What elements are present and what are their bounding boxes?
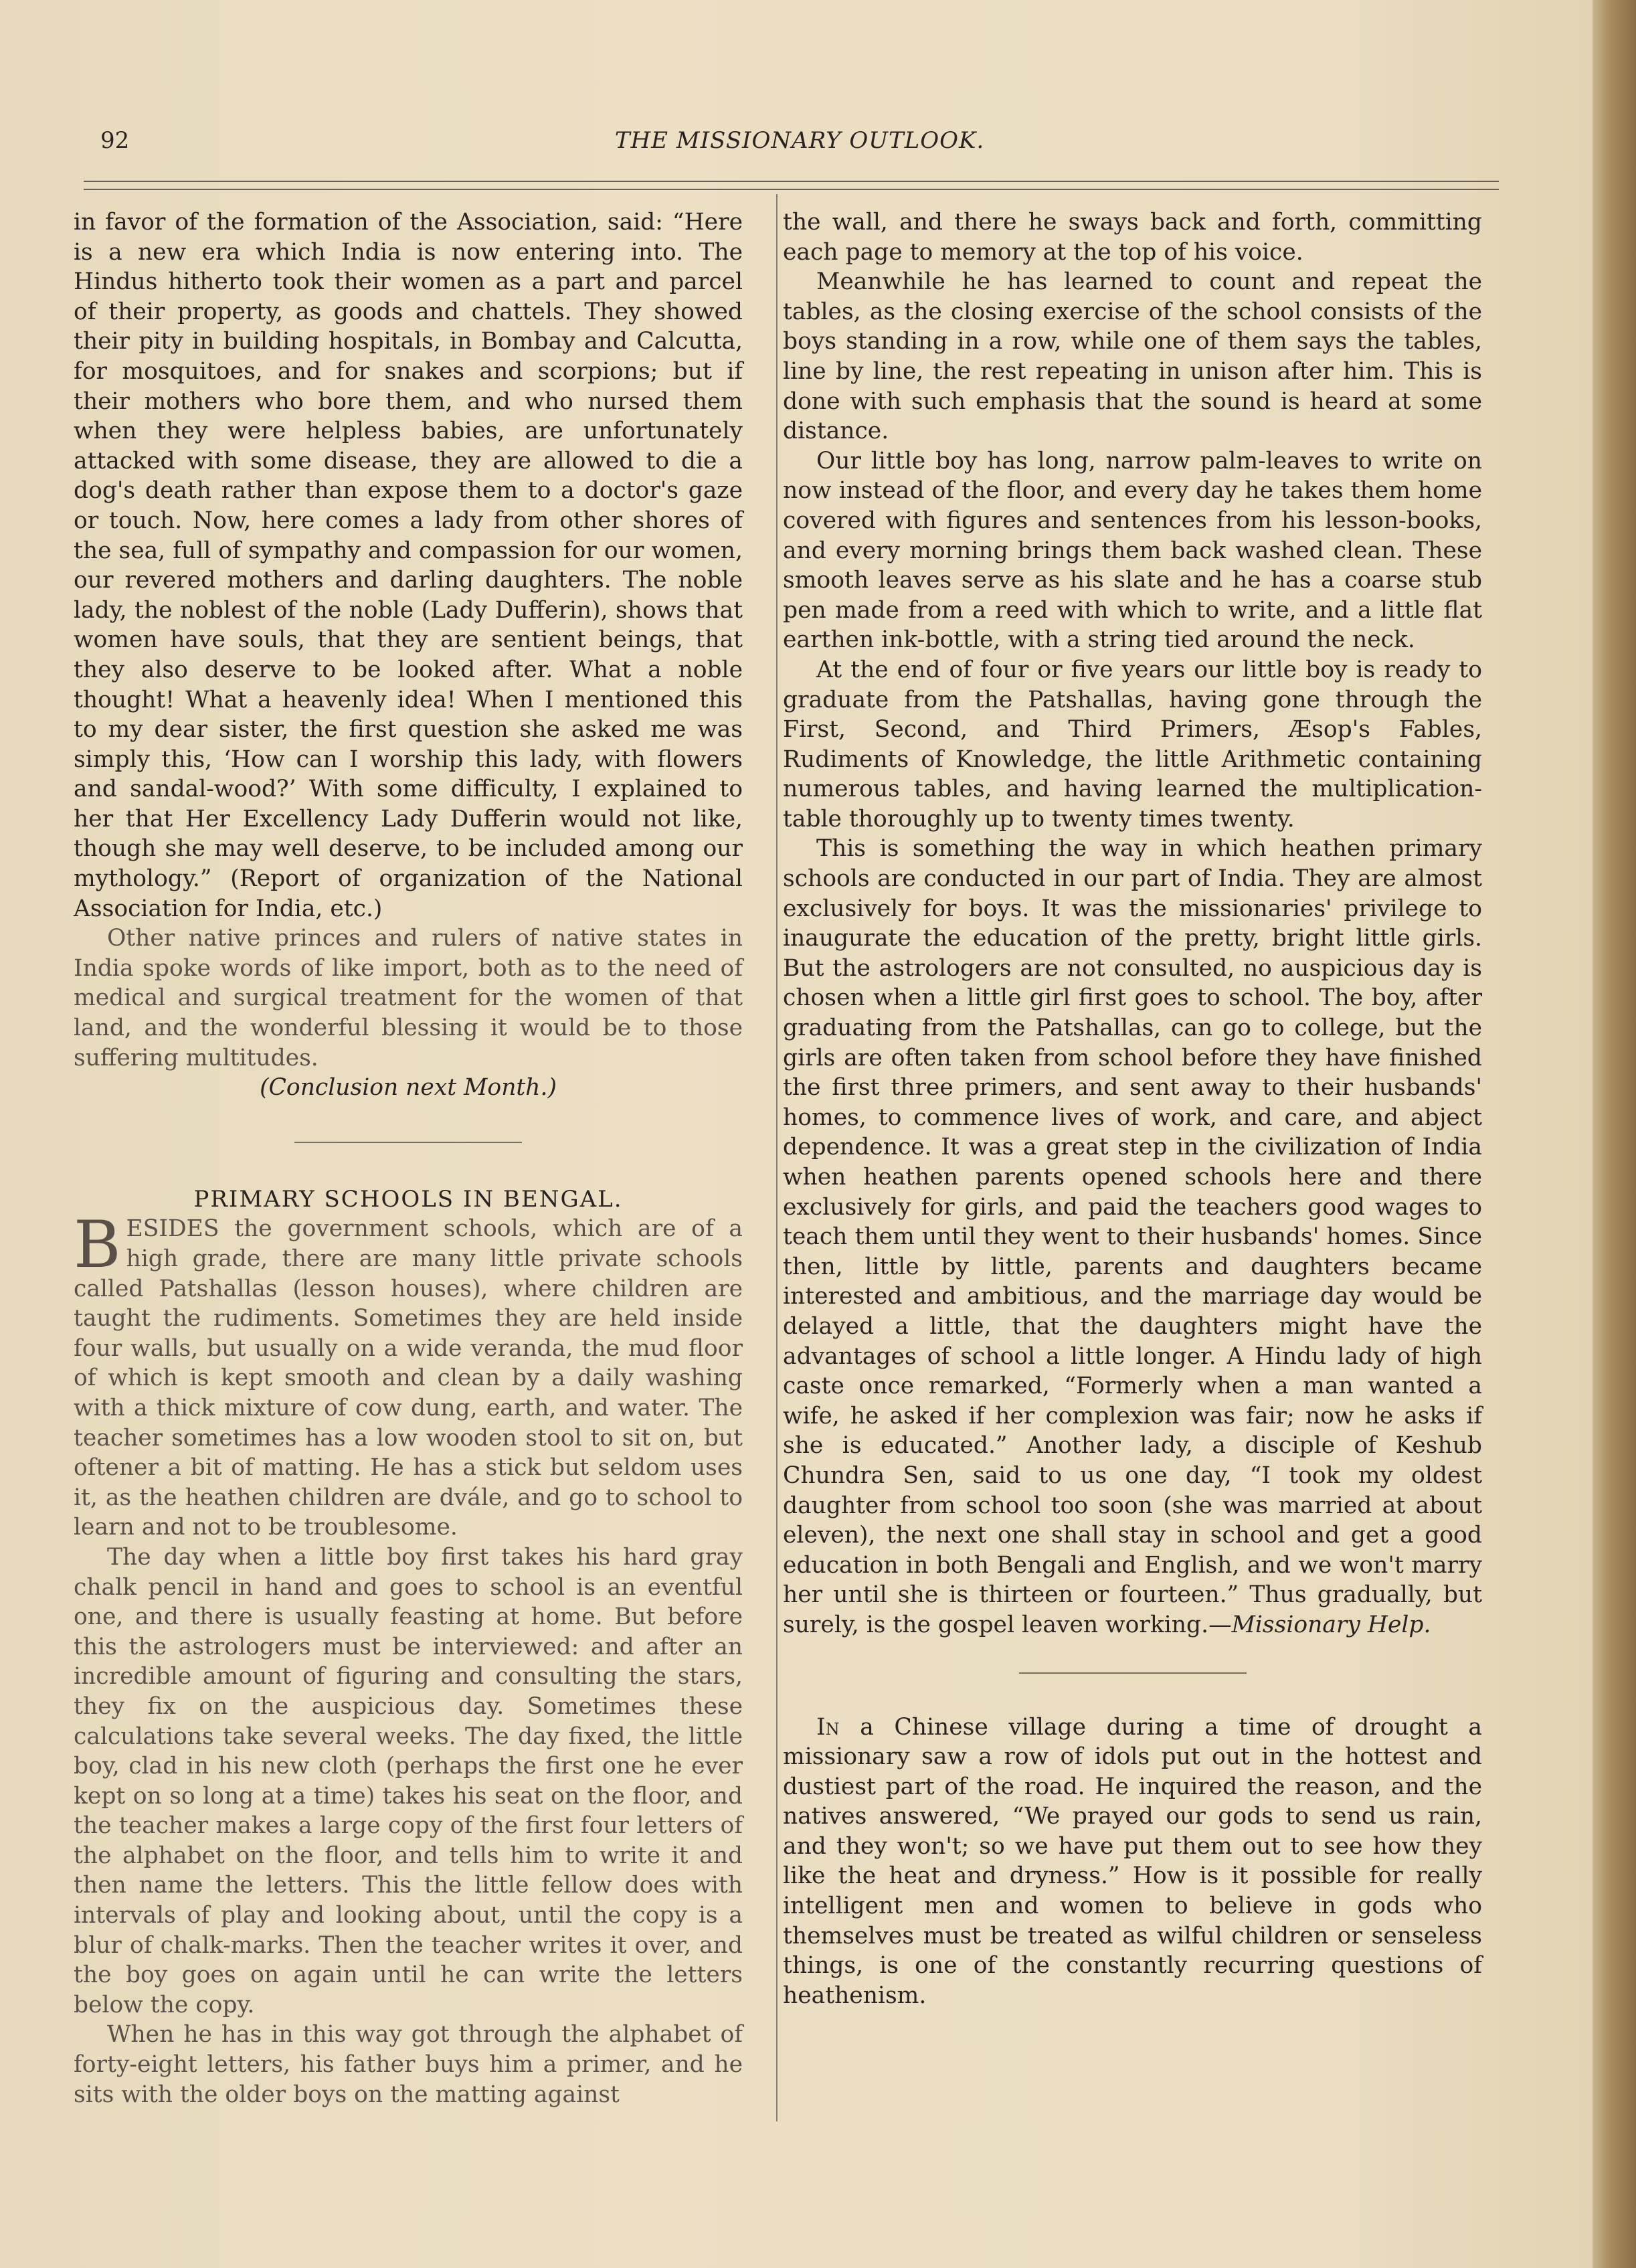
girls-education-text: This is something the way in which heathen primary schools are conducted in our part of India. They are almost exclusively for boys. It was the missionaries' privilege to inaugurate the education of the pretty, bright little girls. But the astrologers are not consulted, no auspicious day is chosen when a little girl first goes to school. The boy, after graduating from the Patshallas, can go to college, but the girls are often taken from school before they have finished the first three primers, and sent away to their husbands' homes, to commence lives of work, and care, and abject dependence. It was a great step in the civilization of India when heathen parents opened schools here and there exclusively for girls, and paid the teachers good wages to teach them until they went to their husbands' homes. Since then, little by little, parents and daughters became interested and ambitious, and the marriage day would be delayed a little, that the daughters might have the advantages of school a little longer. A Hindu lady of high caste once remarked, “Formerly when a man wanted a wife, he asked if her complexion was fair; now he asks if she is educated.” Another lady, a disciple of Keshub Chundra Sen, said to us one day, “I took my oldest daughter from school too soon (she was married at about eleven), the next one shall stay in school and get a good education in both Bengali and English, and we won't marry her until she is thirteen or fourteen.” Thus gradually, but surely, is the gospel leaven working. (783, 835, 1482, 1638)
lead-word: ESIDES (126, 1215, 219, 1243)
chinese-village-paragraph (783, 1713, 1482, 2011)
right-column (783, 207, 1482, 2010)
continuation-paragraph: the wall, and there he sways back and forth, committing each page to memory at the top of his voice. (783, 209, 1482, 266)
tables-paragraph: Meanwhile he has learned to count and repeat the tables, as the closing exercise of the school consists of the boys standing in a row, while one of them says the tables, line by line, the rest repeating in unison after him. This is done with such emphasis that the sound is heard at some distance. (783, 268, 1482, 445)
section-divider-right (1019, 1672, 1247, 1674)
chinese-village-text: a Chinese village during a time of drought a missionary saw a row of idols put out in the hottest and dustiest part of the road. He inquired the reason, and the natives answered, “We prayed our gods to send us rain, and they won't; so we have put them out to see how they like the heat and dryness.” How is it possible for really intelligent men and women to believe in gods who themselves must be treated as wilful children or senseless things, is one of the constantly recurring questions of heathenism. (783, 1713, 1483, 2009)
palm-leaves-paragraph: Our little boy has long, narrow palm-leaves to write on now instead of the floor, and every day he takes them home covered with figures and sentences from his lesson-books, and every morning brings them back washed clean. These smooth leaves serve as his slate and he has a coarse stub pen made from a reed with which to write, and a little flat earthen ink-bottle, with a string tied around the neck. (783, 447, 1482, 654)
article-title: PRIMARY SCHOOLS IN BENGAL. (193, 1185, 623, 1213)
section-divider (294, 1142, 522, 1143)
running-title: THE MISSIONARY OUTLOOK. (614, 127, 985, 154)
drop-cap: B (74, 1207, 121, 1283)
conclusion-note: (Conclusion next Month.) (260, 1074, 557, 1102)
association-quote-paragraph: in favor of the formation of the Association, said: “Here is a new era which India is now entering into. The Hindus hitherto took their women as a part and parcel of their property, as goods and chattels. They showed their pity in building hospitals, in Bombay and Calcutta, for mosquitoes, and for snakes and scorpions; but if their mothers who bore them, and who nursed them when they were helpless babies, are unfortunately attacked with some disease, they are allowed to die a dog's death rather than expose them to a doctor's gaze or touch. Now, here comes a lady from other shores of the sea, full of sympathy and compassion for our women, our revered mothers and darling daughters. The noble lady, the noblest of the noble (Lady Dufferin), shows that women have souls, that they are sentient beings, that they also deserve to be looked after. What a noble thought! What a heavenly idea! When I mentioned this to my dear sister, the first question she asked me was simply this, ‘How can I worship this lady, with flowers and sandal-wood?’ With some difficulty, I explained to her that Her Excellency Lady Dufferin would not like, though she may well deserve, to be included among our mythology.” (Report of organization of the National Association for India, etc.) (74, 209, 743, 922)
source-attribution: —Missionary Help. (1208, 1611, 1431, 1638)
page-number: 92 (100, 127, 130, 154)
lead-word-in: In (816, 1713, 840, 1741)
article-intro-paragraph (74, 1207, 743, 1543)
header-double-rule (84, 181, 1499, 190)
column-divider (776, 194, 778, 2121)
graduation-paragraph: At the end of four or five years our little boy is ready to graduate from the Patshallas, having gone through the First, Second, and Third Primers, Æsop's Fables, Rudiments of Knowledge, the little Arithmetic containing numerous tables, and having learned the multiplication-table thoroughly up to twenty times twenty. (783, 656, 1482, 833)
native-princes-paragraph: Other native princes and rulers of native states in India spoke words of like import, both as to the need of medical and surgical treatment for the women of that land, and the wonderful blessing it would be to those suffering multitudes. (74, 925, 743, 1071)
book-spine-edge (1593, 0, 1636, 2268)
alphabet-paragraph: When he has in this way got through the alphabet of forty-eight letters, his father buys him a primer, and he sits with the older boys on the matting against (74, 2021, 743, 2108)
intro-text: the government schools, which are of a high grade, there are many little private schools called Patshallas (lesson houses), where children are taught the rudiments. Sometimes they are held inside four walls, but usually on a wide veranda, the mud floor of which is kept smooth and clean by a daily washing with a thick mixture of cow dung, earth, and water. The teacher sometimes has a low wooden stool to sit on, but oftener a bit of matting. He has a stick but seldom uses it, as the heathen children are dvále, and go to school to learn and not to be troublesome. (74, 1215, 743, 1541)
page-header (100, 127, 1499, 167)
first-day-paragraph: The day when a little boy first takes his hard gray chalk pencil in hand and goes to school is an eventful one, and there is usually feasting at home. But before this the astrologers must be interviewed: and after an incredible amount of figuring and consulting the stars, they fix on the auspicious day. Sometimes these calculations take several weeks. The day fixed, the little boy, clad in his new cloth (perhaps the first one he ever kept on so long at a time) takes his seat on the floor, and the teacher makes a large copy of the first four letters of the alphabet on the floor, and tells him to write it and then name the letters. This the little fellow does with intervals of play and looking about, until the copy is a blur of chalk-marks. Then the teacher writes it over, and the boy goes on again until he can write the letters below the copy. (74, 1543, 743, 2018)
left-column (74, 207, 743, 2109)
girls-education-paragraph (783, 834, 1482, 1640)
